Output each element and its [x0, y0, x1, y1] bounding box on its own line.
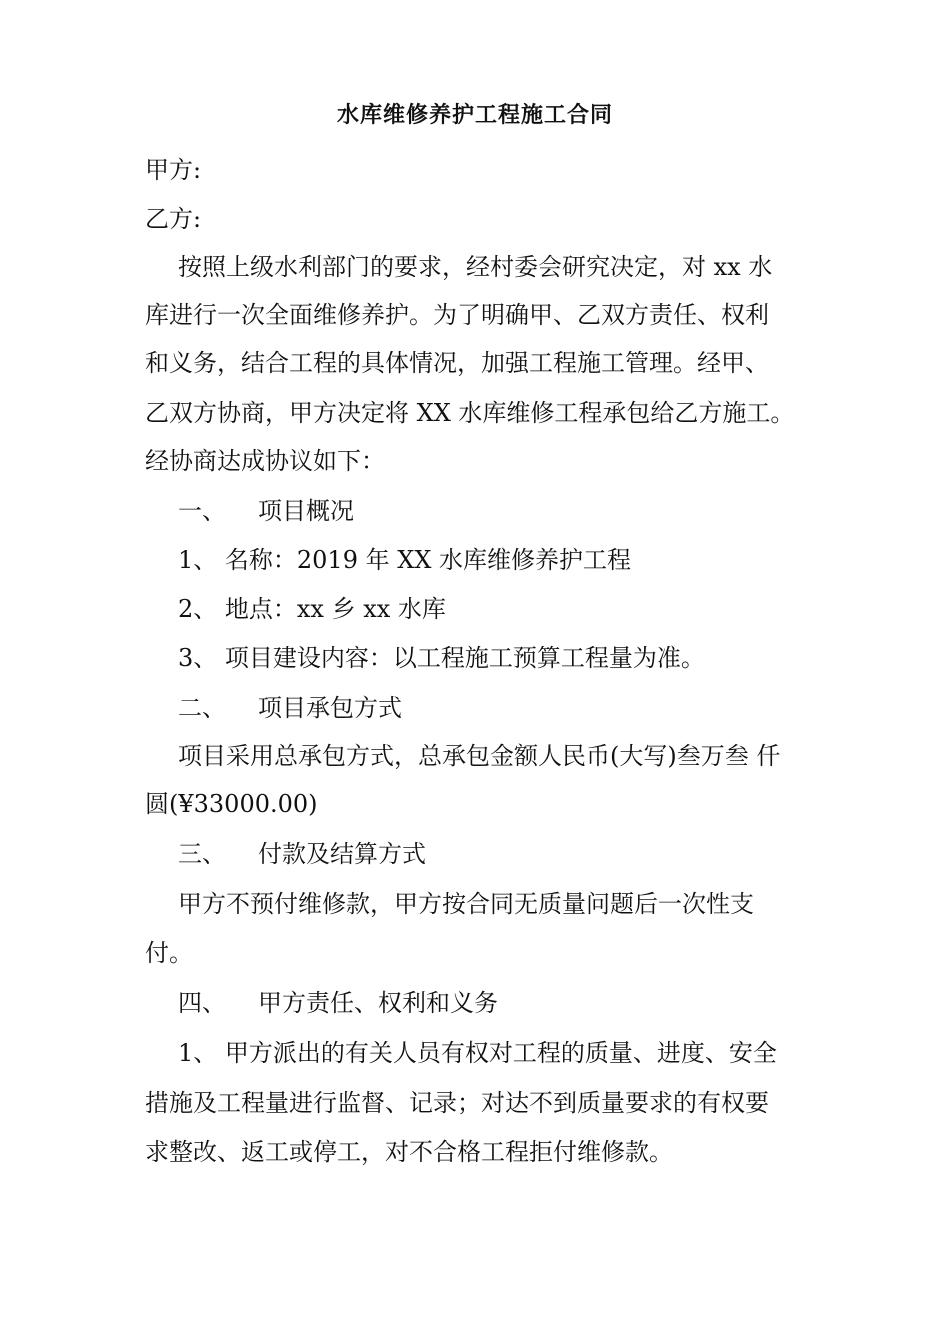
paragraph-line: 1、 甲方派出的有关人员有权对工程的质量、进度、安全 [178, 1039, 777, 1067]
party-b-label: 乙方: [145, 205, 202, 233]
paragraph-line: 措施及工程量进行监督、记录；对达不到质量要求的有权要 [145, 1089, 769, 1117]
section-number: 一、 [178, 497, 226, 525]
section-number: 四、 [178, 989, 226, 1017]
paragraph-line: 付。 [145, 939, 193, 967]
party-a-label: 甲方: [145, 156, 202, 184]
paragraph-line: 甲方不预付维修款，甲方按合同无质量问题后一次性支 [178, 890, 754, 918]
list-item: 3、 项目建设内容：以工程施工预算工程量为准。 [178, 644, 705, 672]
section-heading [178, 690, 878, 726]
section-title: 甲方责任、权利和义务 [258, 989, 498, 1017]
paragraph-line: 求整改、返工或停工，对不合格工程拒付维修款。 [145, 1138, 673, 1166]
section-number: 三、 [178, 840, 226, 868]
intro-line: 乙双方协商，甲方决定将 XX 水库维修工程承包给乙方施工。 [145, 399, 795, 427]
intro-line: 和义务，结合工程的具体情况，加强工程施工管理。经甲、 [145, 349, 769, 377]
intro-line: 按照上级水利部门的要求，经村委会研究决定，对 xx 水 [178, 253, 773, 281]
paragraph-line: 圆(¥33000.00) [145, 790, 318, 818]
section-heading [178, 985, 878, 1021]
list-item: 1、 名称：2019 年 XX 水库维修养护工程 [178, 546, 632, 574]
section-title: 付款及结算方式 [258, 840, 426, 868]
intro-line: 经协商达成协议如下： [145, 447, 385, 475]
document-title: 水库维修养护工程施工合同 [336, 103, 613, 128]
section-title: 项目承包方式 [258, 694, 402, 722]
section-heading [178, 493, 878, 529]
section-heading [178, 836, 878, 872]
list-item: 2、 地点：xx 乡 xx 水库 [178, 595, 446, 623]
section-number: 二、 [178, 694, 226, 722]
paragraph-line: 项目采用总承包方式，总承包金额人民币(大写)叁万叁 仟 [178, 742, 781, 770]
section-title: 项目概况 [258, 497, 354, 525]
intro-line: 库进行一次全面维修养护。为了明确甲、乙双方责任、权利 [145, 301, 769, 329]
